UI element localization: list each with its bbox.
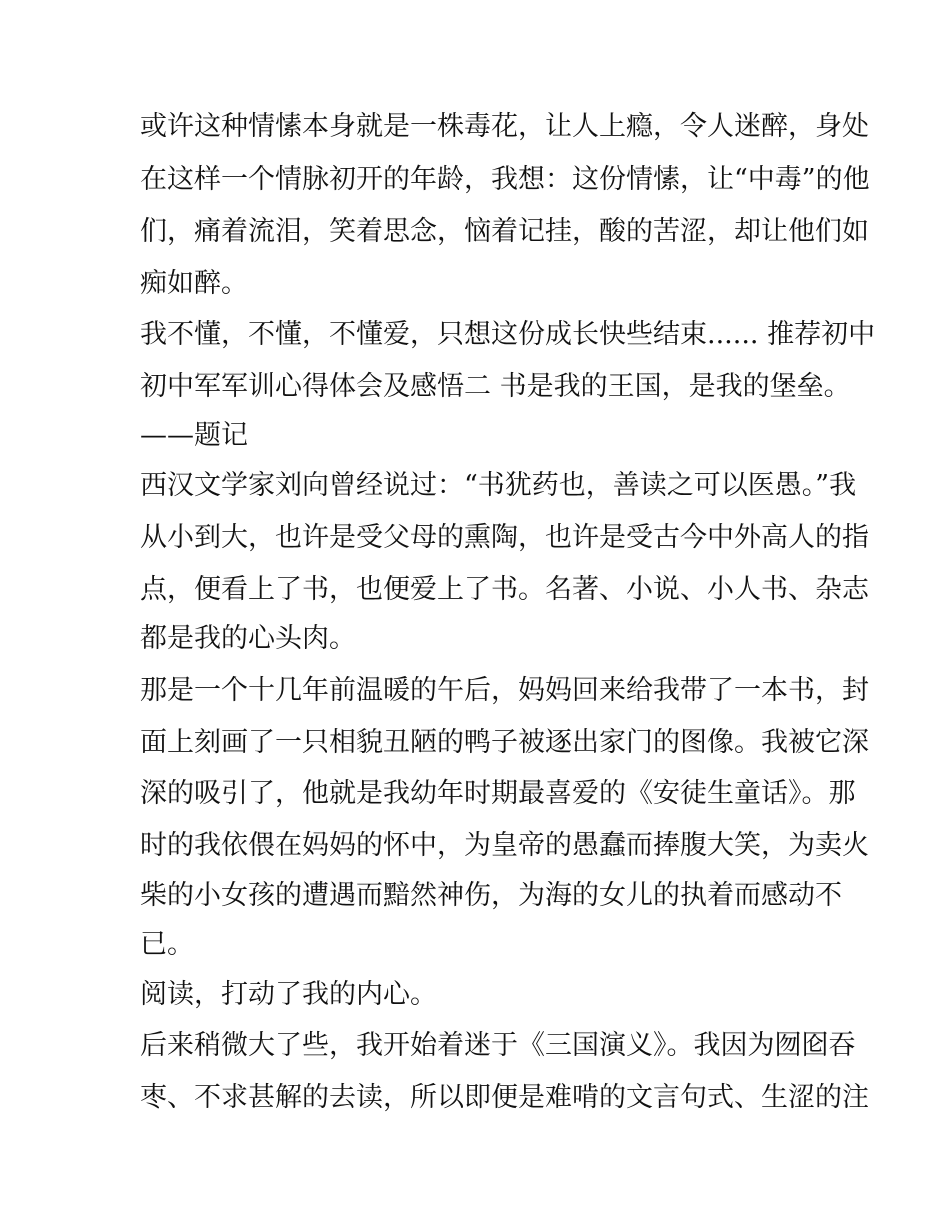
text-line: 柴的小女孩的遭遇而黯然神伤，为海的女儿的执着而感动不 <box>140 880 842 911</box>
text-line: 点，便看上了书，也便爱上了书。名著、小说、小人书、杂志 <box>140 574 869 605</box>
text-line: 西汉文学家刘向曾经说过：“书犹药也，善读之可以医愚。”我 <box>140 470 857 501</box>
text-line: 初中军军训心得体会及感悟二 书是我的王国，是我的堡垒。 <box>140 371 851 402</box>
text-line: 枣、不求甚解的去读，所以即便是难啃的文言句式、生涩的注 <box>140 1082 869 1113</box>
text-line: 那是一个十几年前温暖的午后，妈妈回来给我带了一本书，封 <box>140 675 869 706</box>
text-line: 痴如醉。 <box>140 268 248 299</box>
text-line: 都是我的心头肉。 <box>140 623 356 654</box>
text-line: 后来稍微大了些，我开始着迷于《三国演义》。我因为囫囵吞 <box>140 1030 856 1061</box>
text-line: 时的我依偎在妈妈的怀中，为皇帝的愚蠢而捧腹大笑，为卖火 <box>140 830 869 861</box>
text-line: 在这样一个情脉初开的年龄，我想：这份情愫，让“中毒”的他 <box>140 164 870 195</box>
text-line: 深的吸引了，他就是我幼年时期最喜爱的《安徒生童话》。那 <box>140 778 856 809</box>
text-line: 面上刻画了一只相貌丑陋的鸭子被逐出家门的图像。我被它深 <box>140 727 869 758</box>
text-line: ——题记 <box>140 420 248 451</box>
text-line: 已。 <box>140 929 194 960</box>
text-line: 我不懂，不懂，不懂爱，只想这份成长快些结束...... 推荐初中 <box>140 319 876 350</box>
text-line: 从小到大，也许是受父母的熏陶，也许是受古今中外高人的指 <box>140 522 869 553</box>
text-line: 或许这种情愫本身就是一株毒花，让人上瘾，令人迷醉，身处 <box>140 111 869 142</box>
text-line: 阅读，打动了我的内心。 <box>140 979 437 1010</box>
text-line: 们，痛着流泪，笑着思念，恼着记挂，酸的苦涩，却让他们如 <box>140 216 869 247</box>
